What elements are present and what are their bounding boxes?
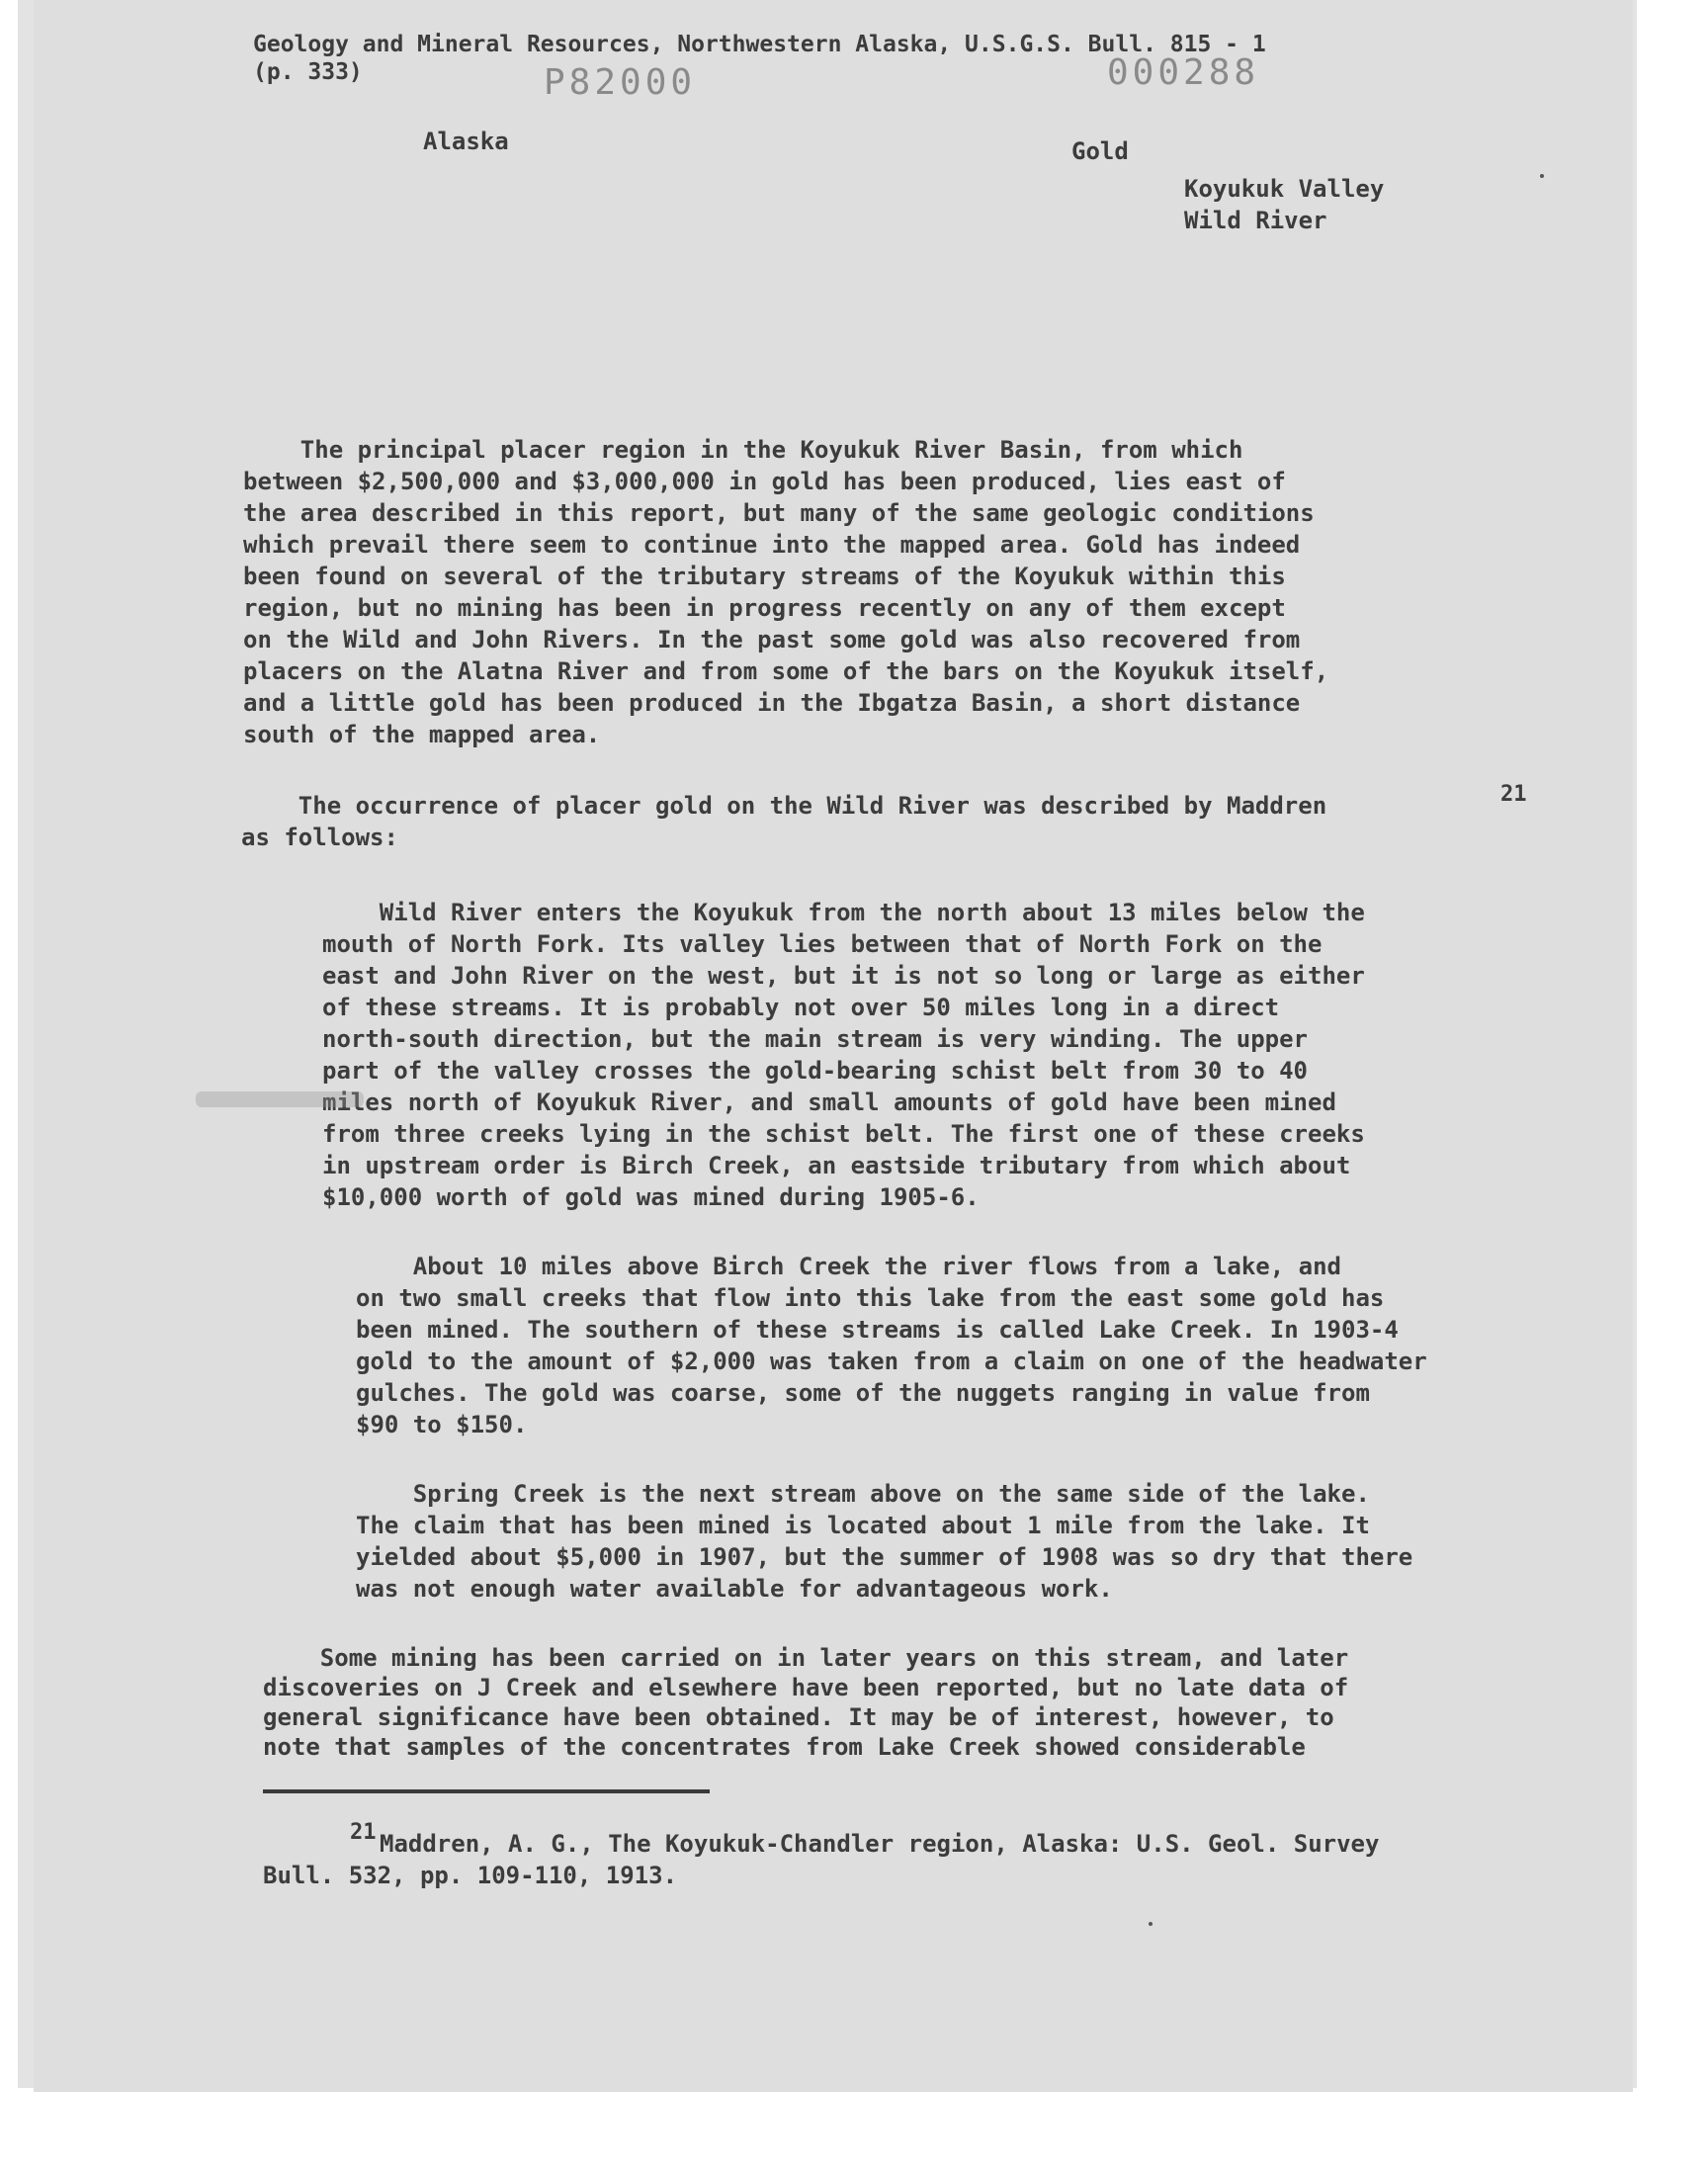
text-line: discoveries on J Creek and elsewhere have been reported, but no late data of (263, 1674, 1349, 1701)
text-line: from three creeks lying in the schist belt. The first one of these creeks (322, 1120, 1365, 1148)
text-line: the area described in this report, but many of the same geologic conditions (243, 499, 1315, 527)
speck (1149, 1922, 1153, 1926)
locality-heading: Wild River (1184, 207, 1327, 234)
text-line: been found on several of the tributary streams of the Koyukuk within this (243, 563, 1286, 590)
text-line: miles north of Koyukuk River, and small amounts of gold have been mined (322, 1088, 1336, 1116)
commodity-heading: Gold (1071, 137, 1129, 165)
state-heading: Alaska (423, 128, 509, 155)
text-line: placers on the Alatna River and from some of the bars on the Koyukuk itself, (243, 657, 1329, 685)
text-line: in upstream order is Birch Creek, an eastside tributary from which about (322, 1152, 1351, 1179)
text-line: Some mining has been carried on in later years on this stream, and later (263, 1644, 1349, 1672)
text-line: note that samples of the concentrates from Lake Creek showed considerable (263, 1733, 1306, 1761)
scan-smudge (196, 1091, 364, 1107)
typed-sheet (34, 0, 1633, 2092)
text-line: gold to the amount of $2,000 was taken from a claim on one of the headwater (356, 1348, 1427, 1375)
text-line: south of the mapped area. (243, 721, 601, 748)
document-page (34, 0, 1633, 2092)
text-line: which prevail there seem to continue into the mapped area. Gold has indeed (243, 531, 1301, 559)
region-heading: Koyukuk Valley (1184, 175, 1385, 203)
text-line: About 10 miles above Birch Creek the river flows from a lake, and (356, 1253, 1341, 1280)
text-line: The claim that has been mined is located about 1 mile from the lake. It (356, 1512, 1370, 1539)
text-line: The principal placer region in the Koyukuk River Basin, from which (243, 436, 1243, 464)
text-line: east and John River on the west, but it is not so long or large as either (322, 962, 1365, 990)
archive-stamp-right: 000288 (1107, 52, 1260, 93)
citation-line-2: (p. 333) (253, 59, 363, 85)
text-line: between $2,500,000 and $3,000,000 in gold has been produced, lies east of (243, 468, 1286, 495)
footnote-marker: 21 (350, 1820, 377, 1845)
text-line: $10,000 worth of gold was mined during 1905-6. (322, 1183, 980, 1211)
text-line: general significance have been obtained. It may be of interest, however, to (263, 1703, 1334, 1731)
text-line: $90 to $150. (356, 1411, 528, 1438)
text-line: mouth of North Fork. Its valley lies between that of North Fork on the (322, 930, 1323, 958)
text-line: on the Wild and John Rivers. In the past some gold was also recovered from (243, 626, 1301, 653)
text-line: was not enough water available for advantageous work. (356, 1575, 1113, 1603)
footnote-line-1: Maddren, A. G., The Koyukuk-Chandler region, Alaska: U.S. Geol. Survey (380, 1830, 1380, 1858)
text-line: Wild River enters the Koyukuk from the north about 13 miles below the (322, 899, 1365, 926)
text-line: Spring Creek is the next stream above on the same side of the lake. (356, 1480, 1370, 1508)
footnote-rule (263, 1789, 710, 1793)
speck (1540, 174, 1544, 178)
text-line: and a little gold has been produced in the Ibgatza Basin, a short distance (243, 689, 1301, 717)
text-line: north-south direction, but the main stream is very winding. The upper (322, 1025, 1308, 1053)
text-line: The occurrence of placer gold on the Wild River was described by Maddren (241, 792, 1327, 820)
footnote-line-2: Bull. 532, pp. 109-110, 1913. (263, 1862, 678, 1889)
text-line: of these streams. It is probably not over 50 miles long in a direct (322, 994, 1280, 1021)
archive-stamp-left: P82000 (544, 62, 697, 103)
text-line: on two small creeks that flow into this lake from the east some gold has (356, 1284, 1385, 1312)
footnote-reference: 21 (1500, 782, 1527, 807)
text-line: gulches. The gold was coarse, some of the nuggets ranging in value from (356, 1379, 1370, 1407)
text-line: region, but no mining has been in progress recently on any of them except (243, 594, 1286, 622)
text-line: as follows: (241, 824, 398, 851)
citation-line-1: Geology and Mineral Resources, Northwestern Alaska, U.S.G.S. Bull. 815 - 1 (253, 32, 1266, 57)
text-line: yielded about $5,000 in 1907, but the summer of 1908 was so dry that there (356, 1543, 1413, 1571)
text-line: part of the valley crosses the gold-bearing schist belt from 30 to 40 (322, 1057, 1308, 1085)
text-line: been mined. The southern of these streams is called Lake Creek. In 1903-4 (356, 1316, 1399, 1344)
